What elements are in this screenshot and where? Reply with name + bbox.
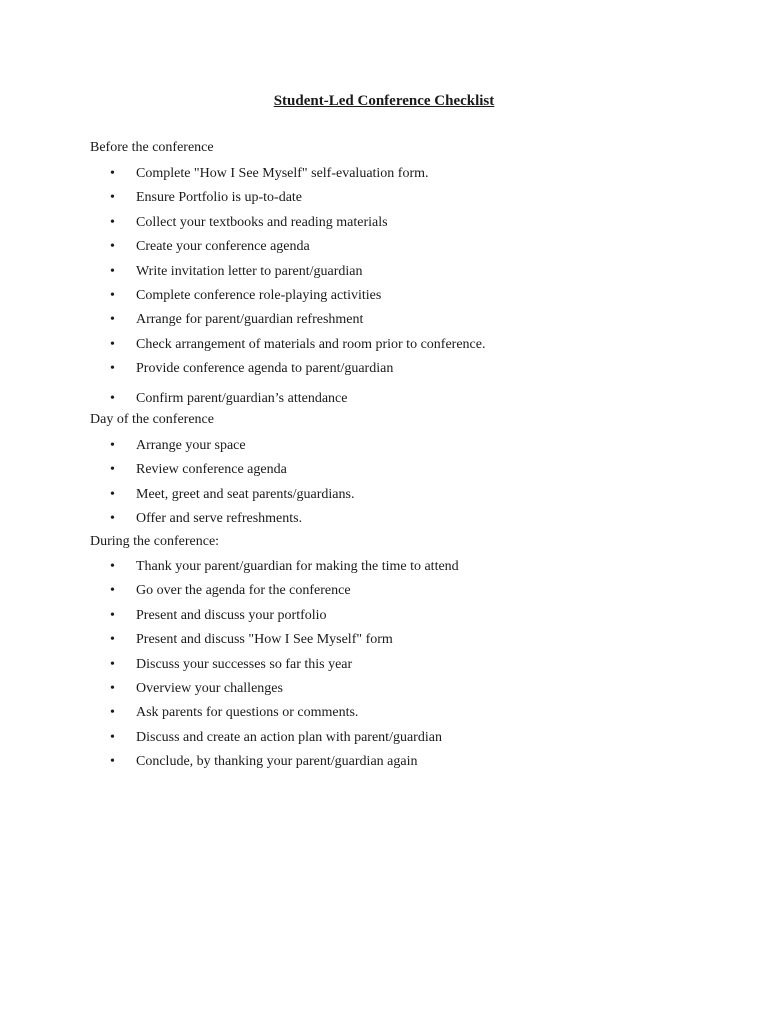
section-heading-during: During the conference: [90, 534, 220, 549]
bullet-icon: • [110, 462, 115, 478]
bullet-icon: • [110, 361, 115, 377]
bullet-icon: • [110, 511, 115, 527]
section-heading-day: Day of the conference [90, 412, 214, 427]
section-heading-before: Before the conference [90, 140, 214, 155]
bullet-icon: • [110, 559, 115, 574]
bullet-icon: • [110, 754, 115, 770]
bullet-icon: • [110, 214, 115, 230]
bullet-icon: • [110, 438, 115, 453]
bullet-icon: • [110, 705, 115, 721]
bullet-icon: • [110, 190, 115, 206]
bullet-icon: • [110, 486, 115, 502]
document-title: Student-Led Conference Checklist [273, 93, 495, 109]
bullet-icon: • [110, 656, 115, 672]
bullet-icon: • [110, 287, 115, 303]
bullet-icon: • [110, 312, 115, 328]
bullet-icon: • [110, 729, 115, 745]
bullet-icon: • [110, 263, 115, 279]
bullet-icon: • [110, 680, 115, 696]
bullet-icon: • [110, 239, 115, 255]
bullet-icon: • [110, 336, 115, 352]
bullet-icon: • [110, 390, 115, 406]
bullet-icon: • [110, 632, 115, 648]
bullet-icon: • [110, 166, 115, 181]
bullet-icon: • [110, 583, 115, 599]
bullet-icon: • [110, 607, 115, 623]
